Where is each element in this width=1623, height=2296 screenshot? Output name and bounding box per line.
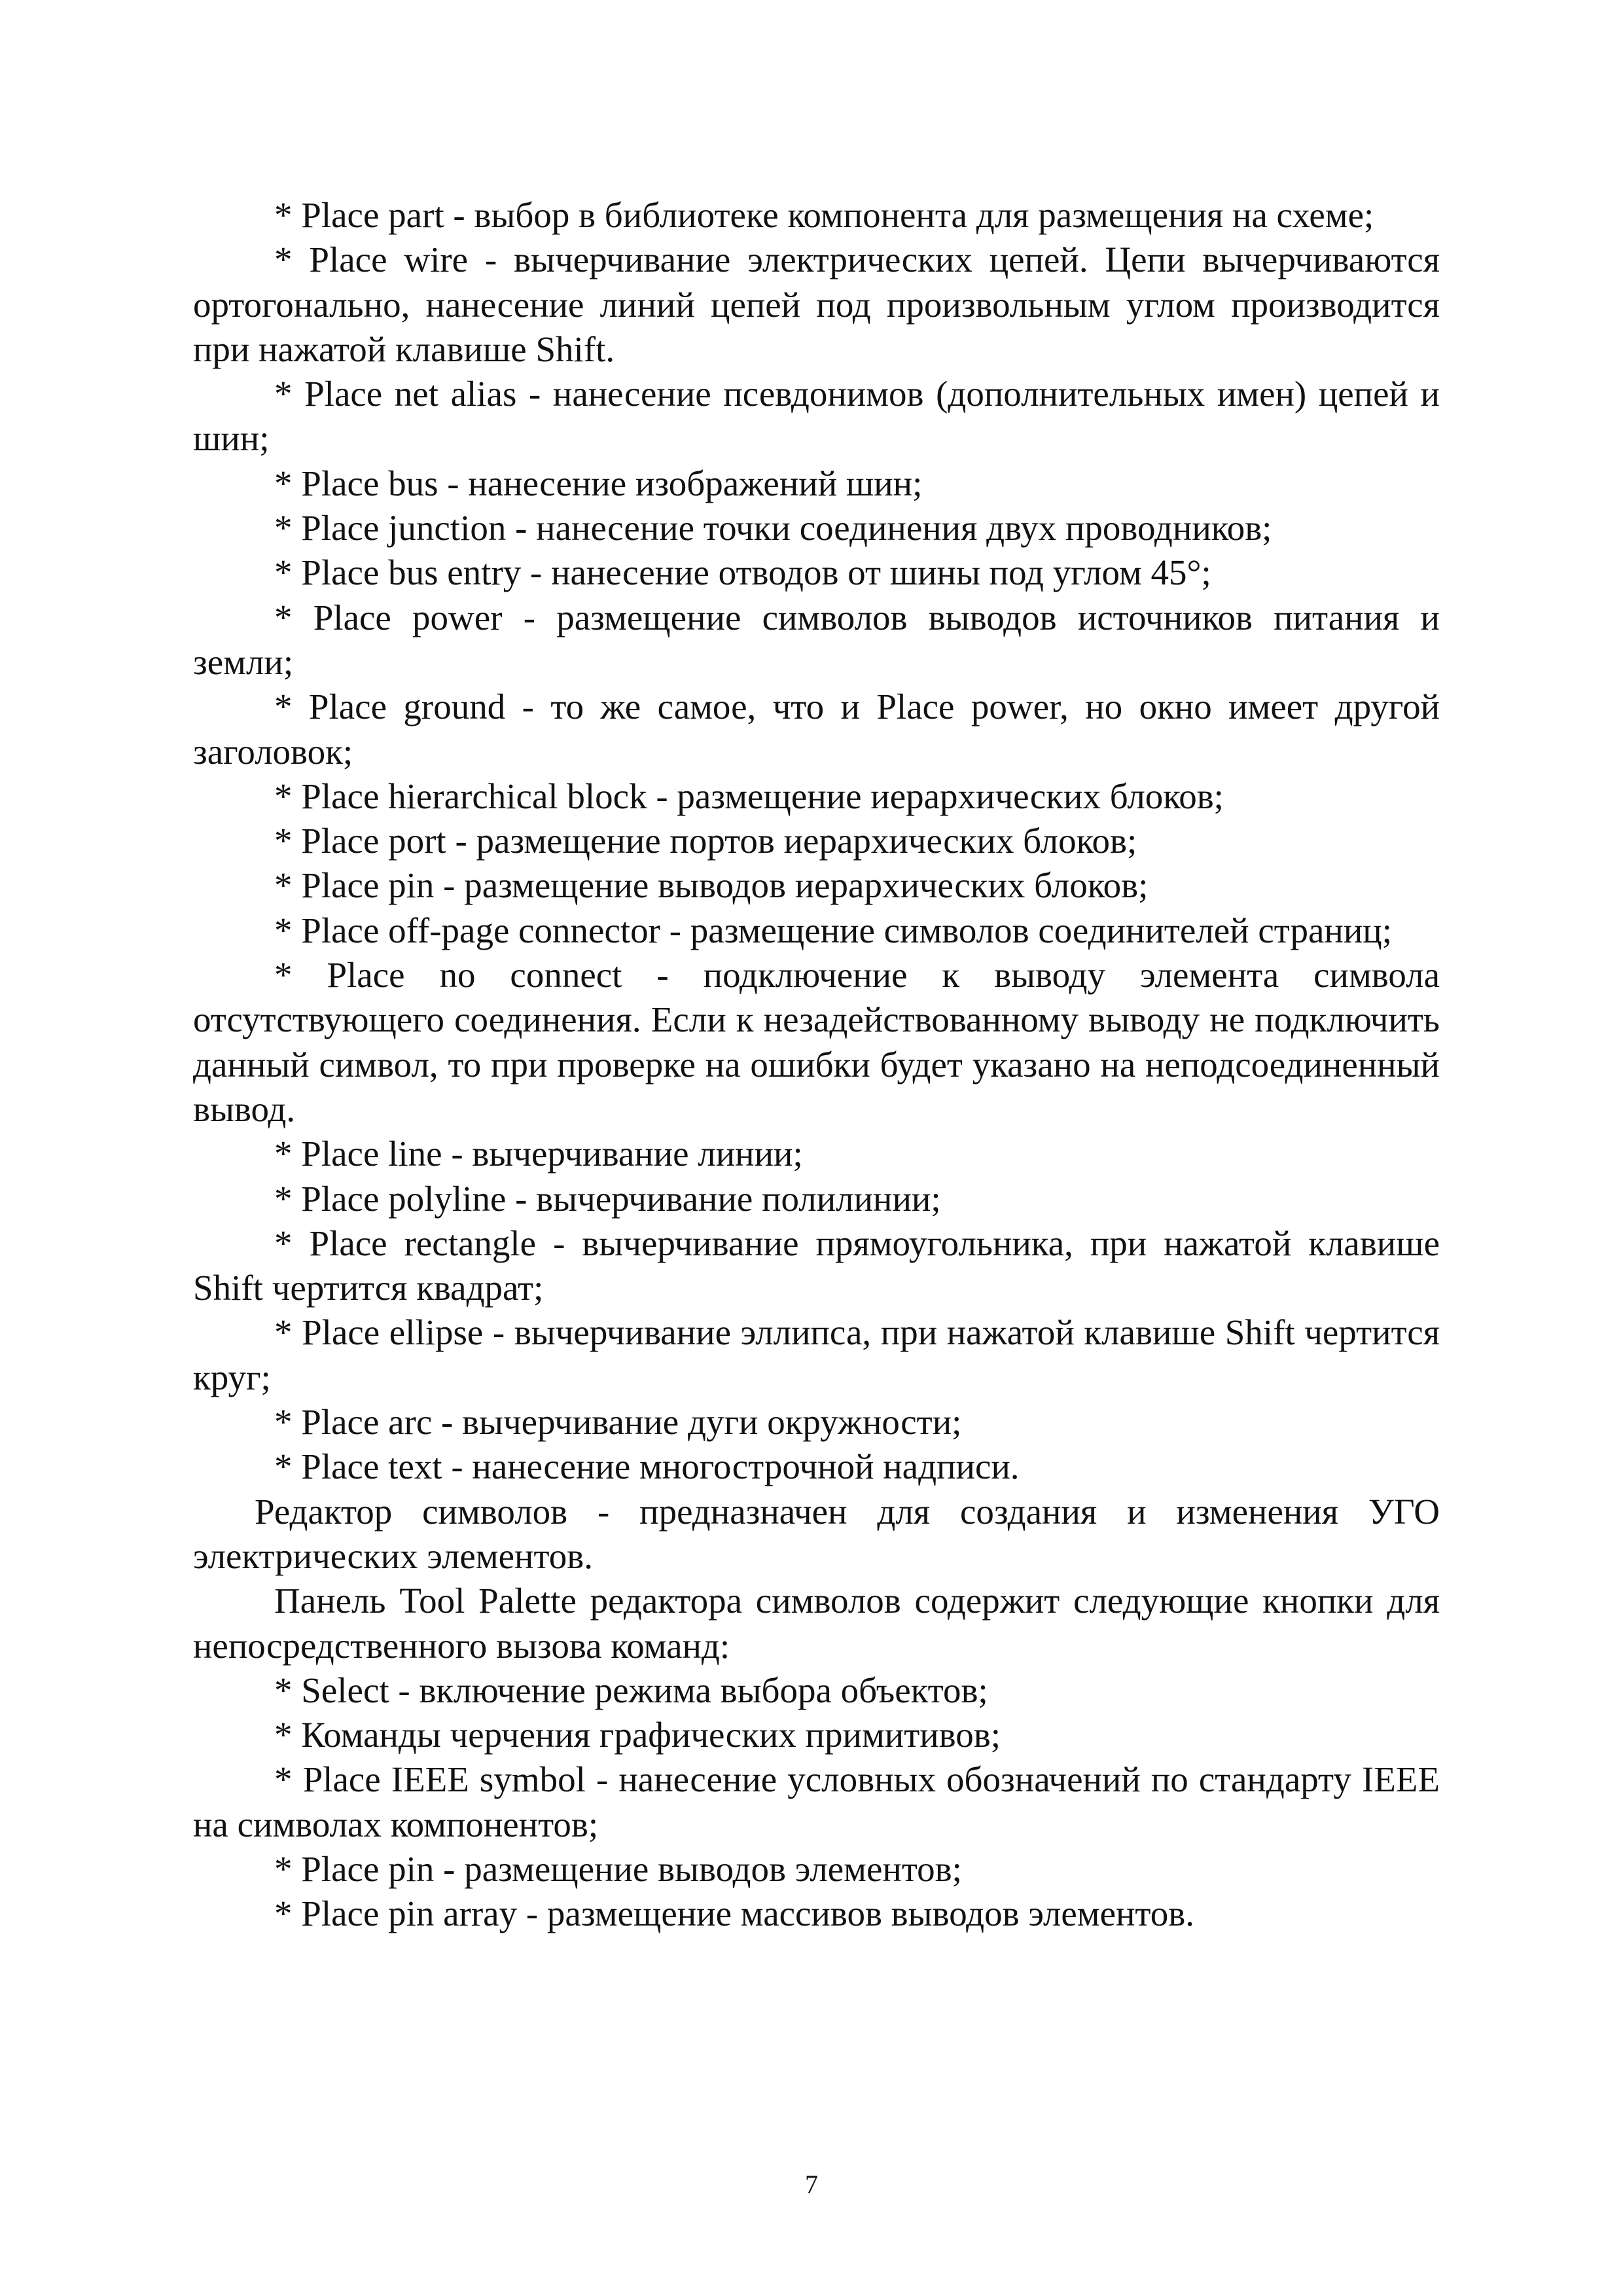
- paragraph-place-rectangle: * Place rectangle - вычерчивание прямоугольника, при нажатой клавише Shift чертится квадрат;: [193, 1223, 1440, 1308]
- paragraph-place-net-alias: * Place net alias - нанесение псевдонимов (дополнительных имен) цепей и шин;: [193, 374, 1440, 459]
- paragraph-place-wire: * Place wire - вычерчивание электрических цепей. Цепи вычерчиваются ортогонально, нанесение линий цепей под произвольным углом производится при нажатой клавише Shift.: [193, 240, 1440, 369]
- paragraph-tool-palette: Панель Tool Palette редактора символов содержит следующие кнопки для непосредственного вызова команд:: [193, 1581, 1440, 1666]
- paragraph-place-line: * Place line - вычерчивание линии;: [274, 1134, 803, 1174]
- paragraph-place-pin-elements: * Place pin - размещение выводов элементов;: [274, 1848, 962, 1889]
- paragraph-place-junction: * Place junction - нанесение точки соединения двух проводников;: [274, 508, 1272, 548]
- paragraph-drawing-commands: * Команды черчения графических примитивов;: [274, 1715, 1001, 1755]
- paragraph-symbol-editor: Редактор символов - предназначен для создания и изменения УГО электрических элементов.: [193, 1491, 1440, 1576]
- paragraph-place-ground: * Place ground - то же самое, что и Place power, но окно имеет другой заголовок;: [193, 687, 1440, 772]
- paragraph-place-polyline: * Place polyline - вычерчивание полилинии;: [274, 1178, 941, 1219]
- paragraph-place-part: * Place part - выбор в библиотеке компонента для размещения на схеме;: [274, 195, 1374, 235]
- paragraph-place-no-connect: * Place no connect - подключение к выводу элемента символа отсутствующего соединения. Если к незадействованному выводу не подключить данный символ, то при проверке на ошибки будет указано на неподсоединенный вывод.: [193, 955, 1440, 1129]
- paragraph-place-port: * Place port - размещение портов иерархических блоков;: [274, 821, 1137, 861]
- paragraph-place-ellipse: * Place ellipse - вычерчивание эллипса, при нажатой клавише Shift чертится круг;: [193, 1312, 1440, 1397]
- paragraph-place-bus-entry: * Place bus entry - нанесение отводов от шины под углом 45°;: [274, 552, 1211, 593]
- body-text: [193, 193, 1440, 1937]
- paragraph-place-ieee-symbol: * Place IEEE symbol - нанесение условных обозначений по стандарту IEEE на символах компонентов;: [193, 1759, 1440, 1844]
- paragraph-place-arc: * Place arc - вычерчивание дуги окружности;: [274, 1402, 962, 1443]
- paragraph-place-off-page-connector: * Place off-page connector - размещение символов соединителей страниц;: [274, 910, 1392, 950]
- page-number: 7: [805, 2170, 818, 2199]
- paragraph-place-power: * Place power - размещение символов выводов источников питания и земли;: [193, 597, 1440, 682]
- paragraph-place-pin-array: * Place pin array - размещение массивов выводов элементов.: [274, 1893, 1194, 1934]
- paragraph-select: * Select - включение режима выбора объектов;: [274, 1670, 988, 1710]
- paragraph-place-pin: * Place pin - размещение выводов иерархических блоков;: [274, 865, 1149, 906]
- paragraph-place-hierarchical-block: * Place hierarchical block - размещение иерархических блоков;: [274, 776, 1224, 816]
- paragraph-place-bus: * Place bus - нанесение изображений шин;: [274, 463, 923, 503]
- paragraph-place-text: * Place text - нанесение многострочной надписи.: [274, 1446, 1020, 1487]
